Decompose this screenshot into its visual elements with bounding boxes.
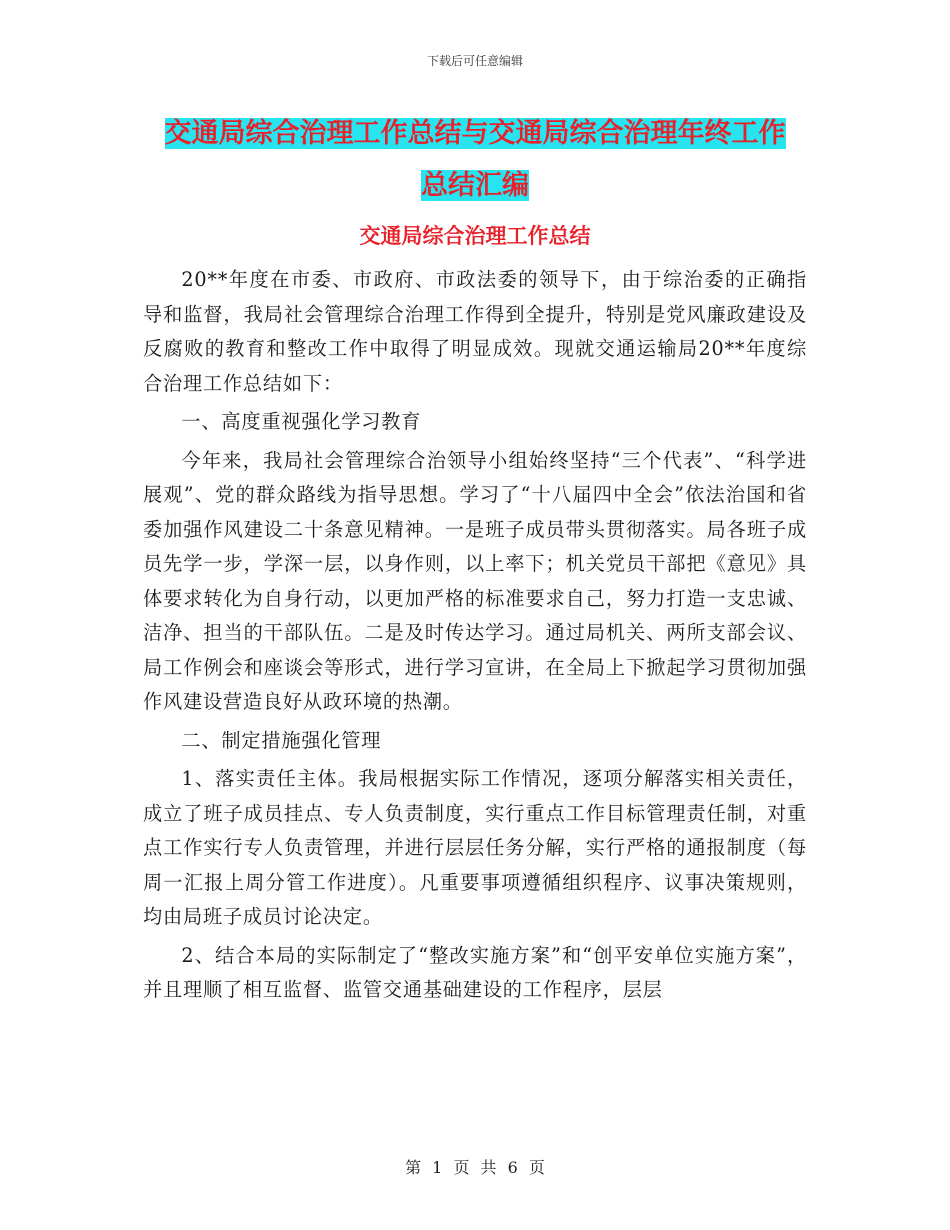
section-title: 交通局综合治理工作总结: [359, 224, 591, 248]
paragraph-intro: 20**年度在市委、市政府、市政法委的领导下，由于综治委的正确指导和监督，我局社会管理综合治理工作得到全提升，特别是党风廉政建设及反腐败的教育和整改工作中取得了明显成效。现就交通运输局20**年度综合治理工作总结如下：: [143, 268, 807, 395]
document-title-line-2: 总结汇编: [421, 170, 529, 201]
document-title-line-1: 交通局综合治理工作总结与交通局综合治理年终工作: [164, 118, 786, 149]
page-footer: 第 1 页 共 6 页: [405, 1158, 545, 1177]
paragraph-2-2: 2、结合本局的实际制定了“整改实施方案”和“创平安单位实施方案”，并且理顺了相互监督、监管交通基础建设的工作程序，层层: [143, 943, 807, 1001]
paragraph-1: 今年来，我局社会管理综合治领导小组始终坚持“三个代表”、“科学进展观”、党的群众路线为指导思想。学习了“十八届四中全会”依法治国和省委加强作风建设二十条意见精神。一是班子成员带头贯彻落实。局各班子成员先学一步，学深一层，以身作则，以上率下；机关党员干部把《意见》具体要求转化为自身行动，以更加严格的标准要求自己，努力打造一支忠诚、洁净、担当的干部队伍。二是及时传达学习。通过局机关、两所支部会议、局工作例会和座谈会等形式，进行学习宣讲，在全局上下掀起学习贯彻加强作风建设营造良好从政环境的热潮。: [143, 448, 807, 713]
header-note: 下载后可任意编辑: [426, 54, 523, 68]
paragraph-2-1: 1、落实责任主体。我局根据实际工作情况，逐项分解落实相关责任，成立了班子成员挂点、专人负责制度，实行重点工作目标管理责任制，对重点工作实行专人负责管理，并进行层层任务分解，实行严格的通报制度（每周一汇报上周分管工作进度）。凡重要事项遵循组织程序、议事决策规则，均由局班子成员讨论决定。: [143, 767, 807, 928]
document-body: [143, 263, 807, 1012]
document-title: [140, 108, 810, 212]
heading-1: 一、高度重视强化学习教育: [181, 410, 422, 433]
heading-2: 二、制定措施强化管理: [181, 728, 382, 752]
